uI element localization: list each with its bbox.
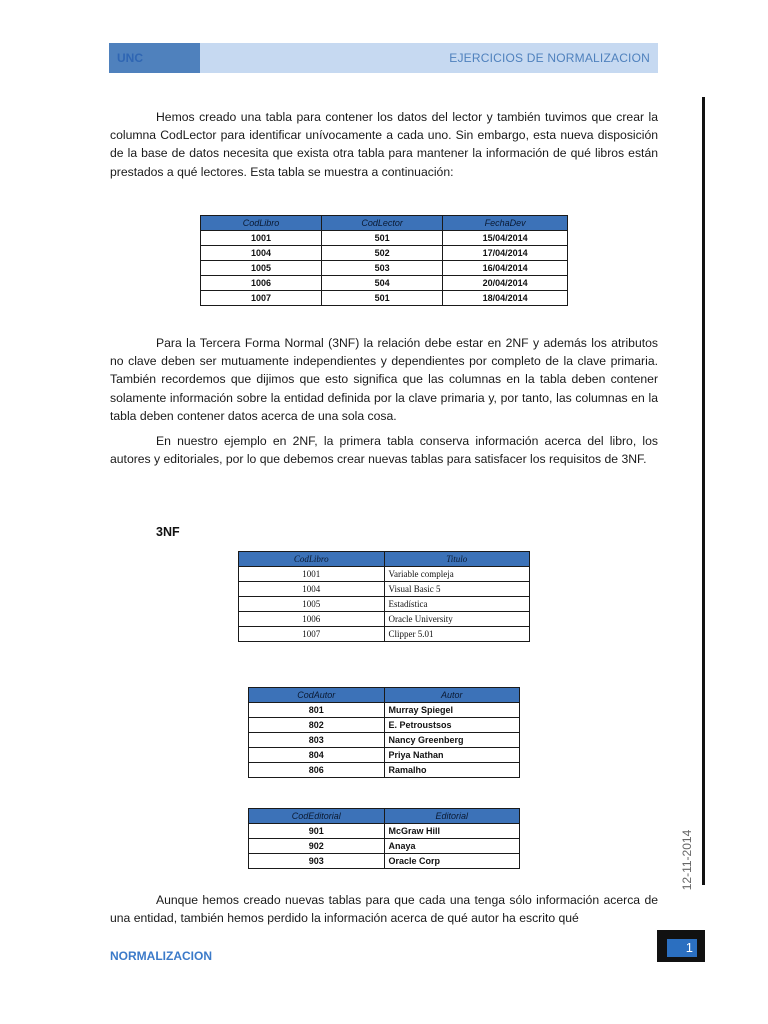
table-cell: Priya Nathan — [384, 748, 520, 763]
table-autores — [248, 687, 520, 778]
table-libros — [238, 551, 530, 642]
table-header-cell: FechaDev — [443, 216, 568, 231]
page-number: 1 — [685, 940, 693, 955]
table-cell: 903 — [249, 854, 385, 869]
table-cell: 1006 — [201, 276, 322, 291]
header-right-text: EJERCICIOS DE NORMALIZACION — [449, 51, 650, 65]
table-row — [201, 231, 568, 246]
table-cell: E. Petroustsos — [384, 718, 520, 733]
table-cell: 1004 — [239, 582, 385, 597]
table-row — [249, 718, 520, 733]
table-cell: 502 — [322, 246, 443, 261]
paragraph-1: Hemos creado una tabla para contener los datos del lector y también tuvimos que crear la columna CodLector para identificar unívocamente a cada uno. Sin embargo, esta nueva disposición de la base de datos necesita que exista otra tabla para mantener la información de qué libros están prestados a qué lectores. Esta tabla se muestra a continuación: — [110, 110, 658, 179]
table-row — [249, 839, 520, 854]
side-vertical-rule — [702, 97, 705, 885]
table-cell: 501 — [322, 231, 443, 246]
table-cell: 20/04/2014 — [443, 276, 568, 291]
table-prestamos — [200, 215, 568, 306]
table-cell: 803 — [249, 733, 385, 748]
table-cell: Clipper 5.01 — [384, 627, 530, 642]
table-header-cell: CodEditorial — [249, 809, 385, 824]
footer-title: NORMALIZACION — [110, 949, 212, 963]
table-header-cell: CodAutor — [249, 688, 385, 703]
table-header-cell: Autor — [384, 688, 520, 703]
table-row — [249, 703, 520, 718]
table-header-cell: CodLibro — [239, 552, 385, 567]
page-number-box — [657, 930, 705, 962]
table-cell: 1007 — [201, 291, 322, 306]
table-cell: Nancy Greenberg — [384, 733, 520, 748]
table-cell: Murray Spiegel — [384, 703, 520, 718]
table-row — [201, 291, 568, 306]
table-cell: 1006 — [239, 612, 385, 627]
table-row — [239, 597, 530, 612]
paragraph-4: Aunque hemos creado nuevas tablas para que cada una tenga sólo información acerca de una entidad, también hemos perdido la información acerca de qué autor ha escrito qué — [110, 893, 658, 926]
table-cell: 901 — [249, 824, 385, 839]
table-cell: McGraw Hill — [384, 824, 520, 839]
header-left-text: UNC — [117, 51, 143, 65]
table-cell: 16/04/2014 — [443, 261, 568, 276]
page-number-inner — [667, 939, 697, 957]
table-cell: Variable compleja — [384, 567, 530, 582]
table-cell: 501 — [322, 291, 443, 306]
table-header-cell: Titulo — [384, 552, 530, 567]
table-cell: 1004 — [201, 246, 322, 261]
table-editoriales — [248, 808, 520, 869]
table-cell: 504 — [322, 276, 443, 291]
table-cell: 18/04/2014 — [443, 291, 568, 306]
table-cell: Visual Basic 5 — [384, 582, 530, 597]
paragraph-3: En nuestro ejemplo en 2NF, la primera tabla conserva información acerca del libro, los autores y editoriales, por lo que debemos crear nuevas tablas para satisfacer los requisitos de 3NF. — [110, 434, 658, 467]
table-cell: 15/04/2014 — [443, 231, 568, 246]
paragraph-2: Para la Tercera Forma Normal (3NF) la relación debe estar en 2NF y además los atributos no clave deben ser mutuamente independientes y dependientes por completo de la clave primaria. También recordemos que dijimos que esto significa que las columnas en la tabla deben contener solamente información sobre la entidad definida por la clave primaria y, por tanto, las columnas en la tabla deben contener datos acerca de una sola cosa. — [110, 336, 658, 423]
table-cell: 1001 — [239, 567, 385, 582]
table-row — [239, 582, 530, 597]
table-row — [249, 763, 520, 778]
table-cell: Oracle University — [384, 612, 530, 627]
table-cell: 503 — [322, 261, 443, 276]
table-cell: 801 — [249, 703, 385, 718]
side-date: 12-11-2014 — [680, 829, 694, 891]
table-row — [239, 612, 530, 627]
table-row — [239, 627, 530, 642]
table-row — [249, 748, 520, 763]
table-cell: 1007 — [239, 627, 385, 642]
table-cell: 1005 — [201, 261, 322, 276]
table-row — [201, 276, 568, 291]
table-header-cell: Editorial — [384, 809, 520, 824]
table-cell: 1005 — [239, 597, 385, 612]
header-left-block — [109, 43, 200, 73]
table-row — [249, 733, 520, 748]
table-cell: 802 — [249, 718, 385, 733]
table-header-cell: CodLibro — [201, 216, 322, 231]
table-row — [249, 824, 520, 839]
table-cell: 17/04/2014 — [443, 246, 568, 261]
table-row — [239, 567, 530, 582]
section-label-3nf: 3NF — [156, 525, 180, 539]
table-cell: Estadística — [384, 597, 530, 612]
table-row — [249, 854, 520, 869]
header-right-block — [200, 43, 658, 73]
table-cell: 804 — [249, 748, 385, 763]
table-cell: Anaya — [384, 839, 520, 854]
table-row — [201, 246, 568, 261]
table-cell: Oracle Corp — [384, 854, 520, 869]
table-cell: 902 — [249, 839, 385, 854]
table-header-cell: CodLector — [322, 216, 443, 231]
table-cell: 806 — [249, 763, 385, 778]
table-row — [201, 261, 568, 276]
table-cell: 1001 — [201, 231, 322, 246]
table-cell: Ramalho — [384, 763, 520, 778]
